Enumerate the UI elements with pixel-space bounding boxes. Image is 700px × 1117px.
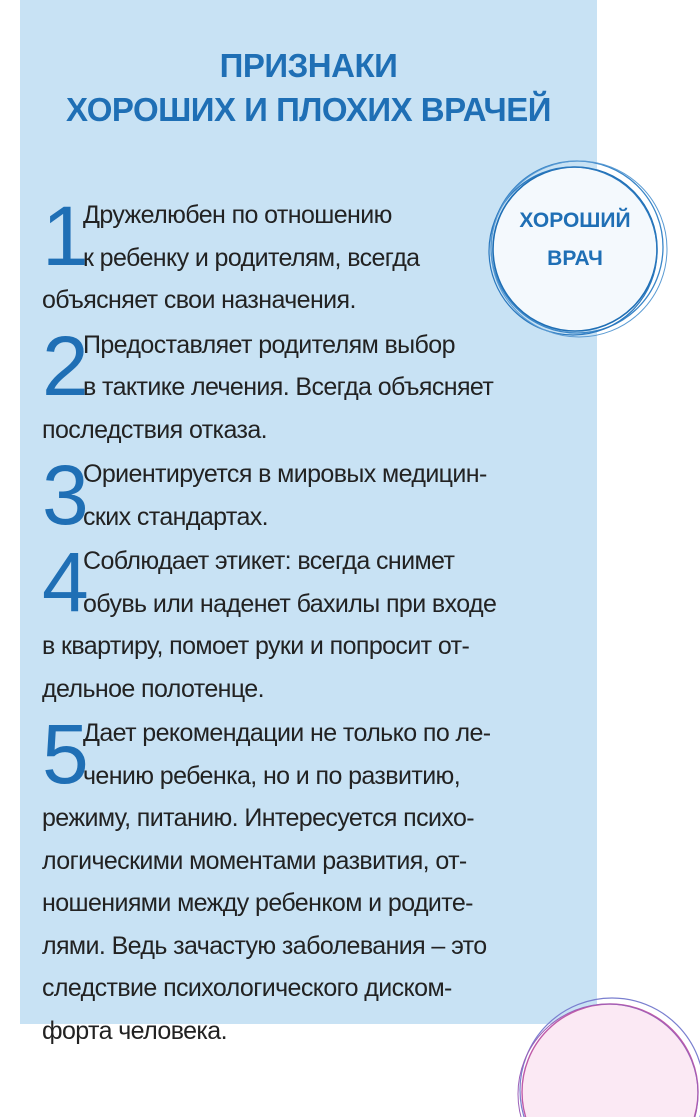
item-line: ских стандартах. bbox=[83, 502, 268, 531]
badge-line-1: ХОРОШИЙ bbox=[519, 209, 631, 232]
item-line: форта человека. bbox=[42, 1016, 227, 1045]
item-line: следствие психологического диском- bbox=[42, 974, 452, 1002]
list-item bbox=[42, 318, 562, 452]
item-line: режиму, питанию. Интересуется психо- bbox=[42, 804, 475, 832]
item-number: 3 bbox=[42, 448, 86, 542]
good-doctor-list bbox=[42, 189, 562, 1054]
item-line: к ребенку и родителям, всегда bbox=[83, 243, 420, 272]
title-line-2: ХОРОШИХ И ПЛОХИХ ВРАЧЕЙ bbox=[66, 91, 551, 128]
item-line: чению ребенка, но и по развитию, bbox=[83, 761, 461, 790]
item-number: 2 bbox=[42, 318, 86, 413]
item-line: Дружелюбен по отношению bbox=[83, 201, 392, 229]
item-line: лями. Ведь зачастую заболевания – это bbox=[42, 931, 487, 960]
list-item bbox=[42, 535, 562, 710]
item-line: ношениями между ребенком и родите- bbox=[42, 889, 473, 917]
item-line: Соблюдает этикет: всегда снимет bbox=[83, 547, 455, 575]
badge-line-2: ВРАЧ bbox=[547, 247, 603, 270]
item-number: 1 bbox=[42, 189, 86, 283]
item-line: последствия отказа. bbox=[42, 415, 267, 444]
item-line: дельное полотенце. bbox=[42, 674, 264, 703]
item-line: в тактике лечения. Всегда объясняет bbox=[83, 373, 494, 401]
item-line: в квартиру, помоет руки и попросит от- bbox=[42, 632, 470, 660]
title-line-1: ПРИЗНАКИ bbox=[219, 47, 398, 84]
page-title bbox=[20, 44, 597, 132]
item-line: Предоставляет родителям выбор bbox=[83, 330, 455, 359]
item-number: 5 bbox=[42, 707, 86, 801]
item-number: 4 bbox=[42, 535, 86, 629]
item-line: объясняет свои назначения. bbox=[42, 286, 356, 314]
list-item bbox=[42, 189, 562, 322]
item-line: обувь или наденет бахилы при входе bbox=[83, 589, 497, 618]
list-item bbox=[42, 707, 562, 1052]
item-line: логическими моментами развития, от- bbox=[42, 846, 467, 875]
list-item bbox=[42, 448, 562, 542]
item-line: Ориентируется в мировых медицин- bbox=[83, 460, 487, 488]
item-line: Дает рекомендации не только по ле- bbox=[83, 719, 491, 747]
